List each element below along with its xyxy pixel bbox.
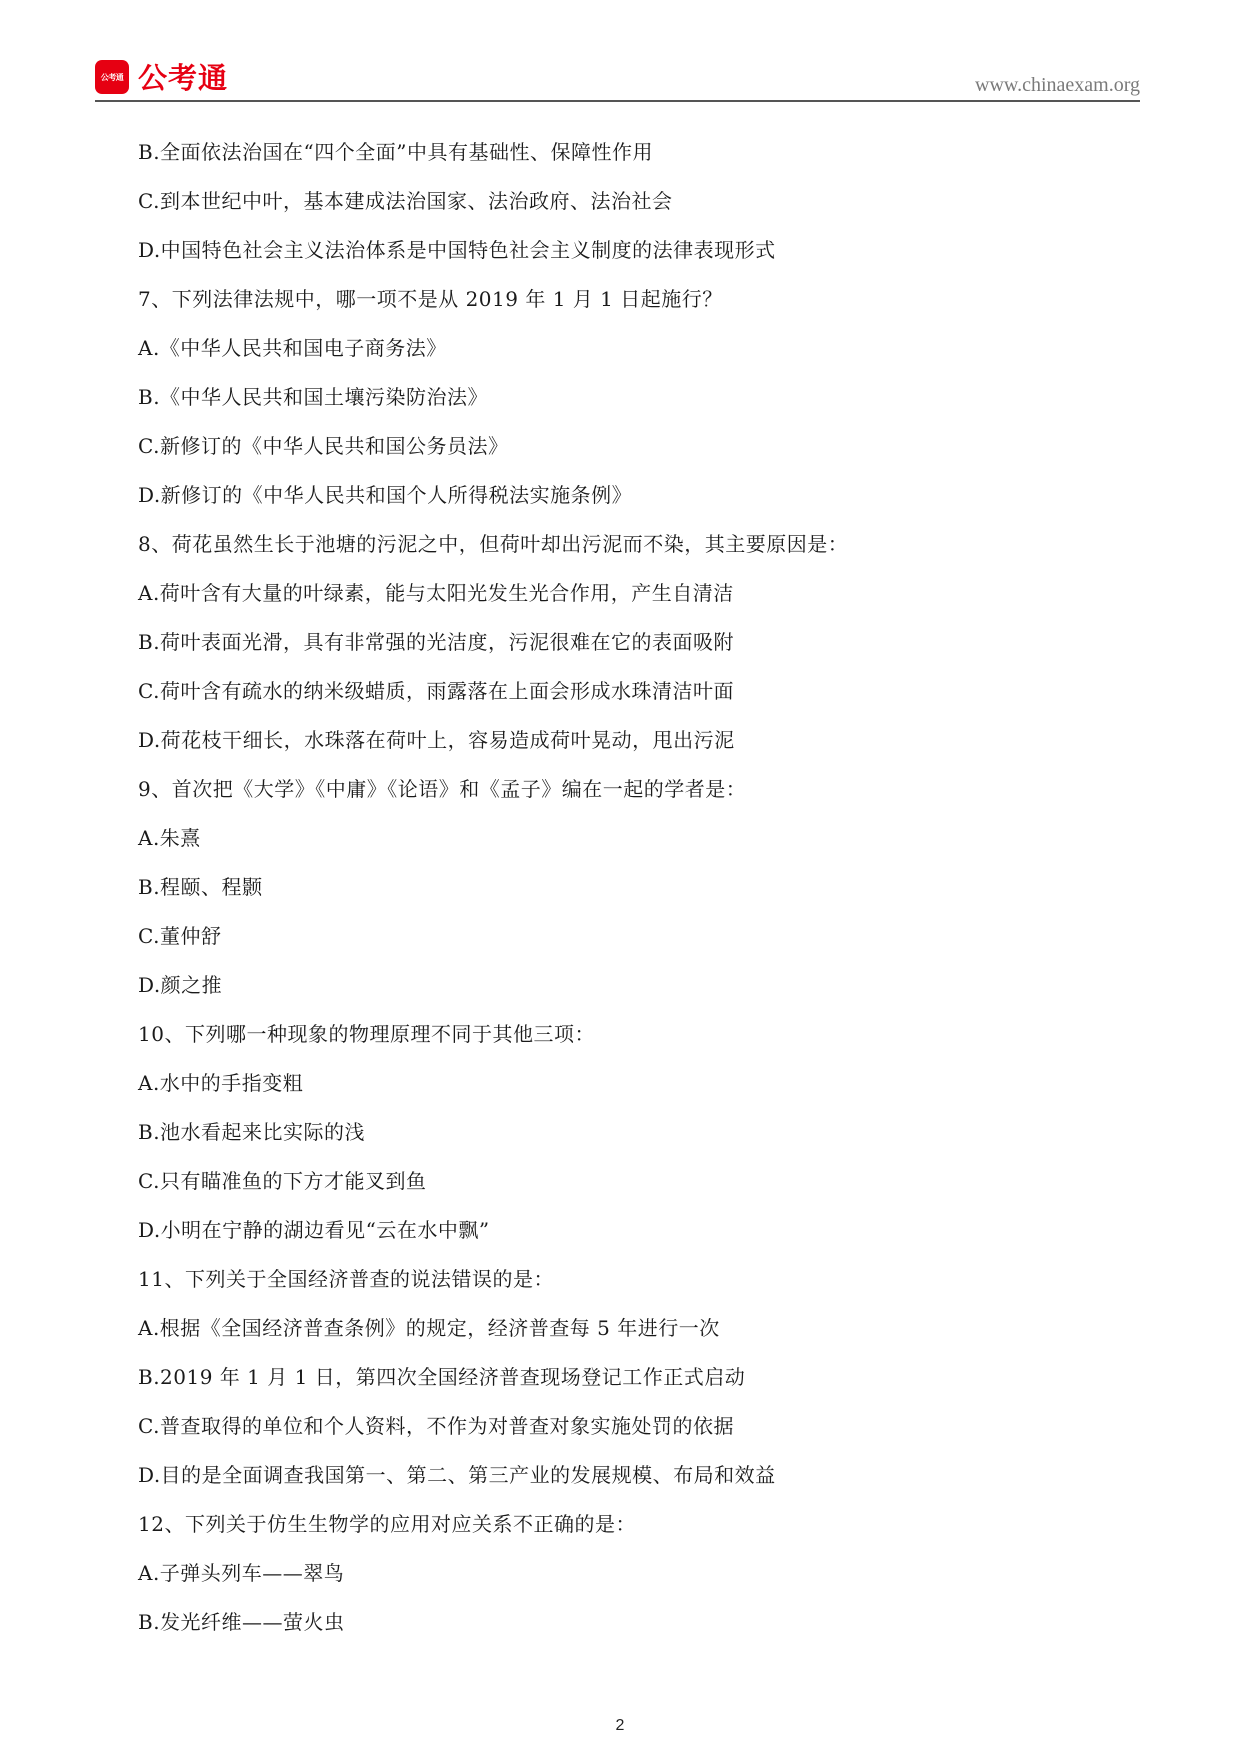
option-line: C.荷叶含有疏水的纳米级蜡质，雨露落在上面会形成水珠清洁叶面: [138, 679, 734, 703]
text-line: B.全面依法治国在“四个全面”中具有基础性、保障性作用: [138, 140, 654, 164]
option-line: B.发光纤维——萤火虫: [138, 1610, 345, 1634]
question-12: 12、下列关于仿生生物学的应用对应关系不正确的是：: [138, 1512, 636, 1536]
option-line: C.只有瞄准鱼的下方才能叉到鱼: [138, 1169, 427, 1193]
option-line: D.颜之推: [138, 973, 223, 997]
option-line: D.新修订的《中华人民共和国个人所得税法实施条例》: [138, 483, 633, 507]
option-line: B.《中华人民共和国土壤污染防治法》: [138, 385, 489, 409]
option-line: A.根据《全国经济普查条例》的规定，经济普查每 5 年进行一次: [138, 1316, 720, 1340]
question-8: 8、荷花虽然生长于池塘的污泥之中，但荷叶却出污泥而不染，其主要原因是：: [138, 532, 849, 556]
page-header: [95, 54, 1140, 100]
question-11: 11、下列关于全国经济普查的说法错误的是：: [138, 1267, 554, 1291]
option-line: B.程颐、程颢: [138, 875, 263, 899]
question-9: 9、首次把《大学》《中庸》《论语》和《孟子》编在一起的学者是：: [138, 777, 747, 801]
option-line: A.《中华人民共和国电子商务法》: [138, 336, 447, 360]
logo-text: 公考通: [138, 61, 229, 95]
option-line: A.荷叶含有大量的叶绿素，能与太阳光发生光合作用，产生自清洁: [138, 581, 734, 605]
logo-badge: 公考通: [95, 60, 129, 94]
option-line: D.小明在宁静的湖边看见“云在水中飘”: [138, 1218, 490, 1242]
option-line: D.目的是全面调查我国第一、第二、第三产业的发展规模、布局和效益: [138, 1463, 776, 1487]
option-line: A.朱熹: [138, 826, 201, 850]
option-line: C.新修订的《中华人民共和国公务员法》: [138, 434, 509, 458]
option-line: B.荷叶表面光滑，具有非常强的光洁度，污泥很难在它的表面吸附: [138, 630, 735, 654]
text-line: D.中国特色社会主义法治体系是中国特色社会主义制度的法律表现形式: [138, 238, 776, 262]
site-url: www.chinaexam.org: [975, 74, 1140, 96]
option-line: D.荷花枝干细长，水珠落在荷叶上，容易造成荷叶晃动，甩出污泥: [138, 728, 735, 752]
question-10: 10、下列哪一种现象的物理原理不同于其他三项：: [138, 1022, 595, 1046]
option-line: A.水中的手指变粗: [138, 1071, 304, 1095]
option-line: C.董仲舒: [138, 924, 222, 948]
text-line: C.到本世纪中叶，基本建成法治国家、法治政府、法治社会: [138, 189, 673, 213]
header-rule: [95, 100, 1140, 102]
page-number: 2: [615, 1717, 625, 1734]
question-7: 7、下列法律法规中，哪一项不是从 2019 年 1 月 1 日起施行？: [138, 287, 723, 311]
option-line: C.普查取得的单位和个人资料，不作为对普查对象实施处罚的依据: [138, 1414, 734, 1438]
option-line: B.池水看起来比实际的浅: [138, 1120, 366, 1144]
option-line: A.子弹头列车——翠鸟: [138, 1561, 345, 1585]
option-line: B.2019 年 1 月 1 日，第四次全国经济普查现场登记工作正式启动: [138, 1365, 746, 1389]
document-body: [138, 137, 1118, 1656]
